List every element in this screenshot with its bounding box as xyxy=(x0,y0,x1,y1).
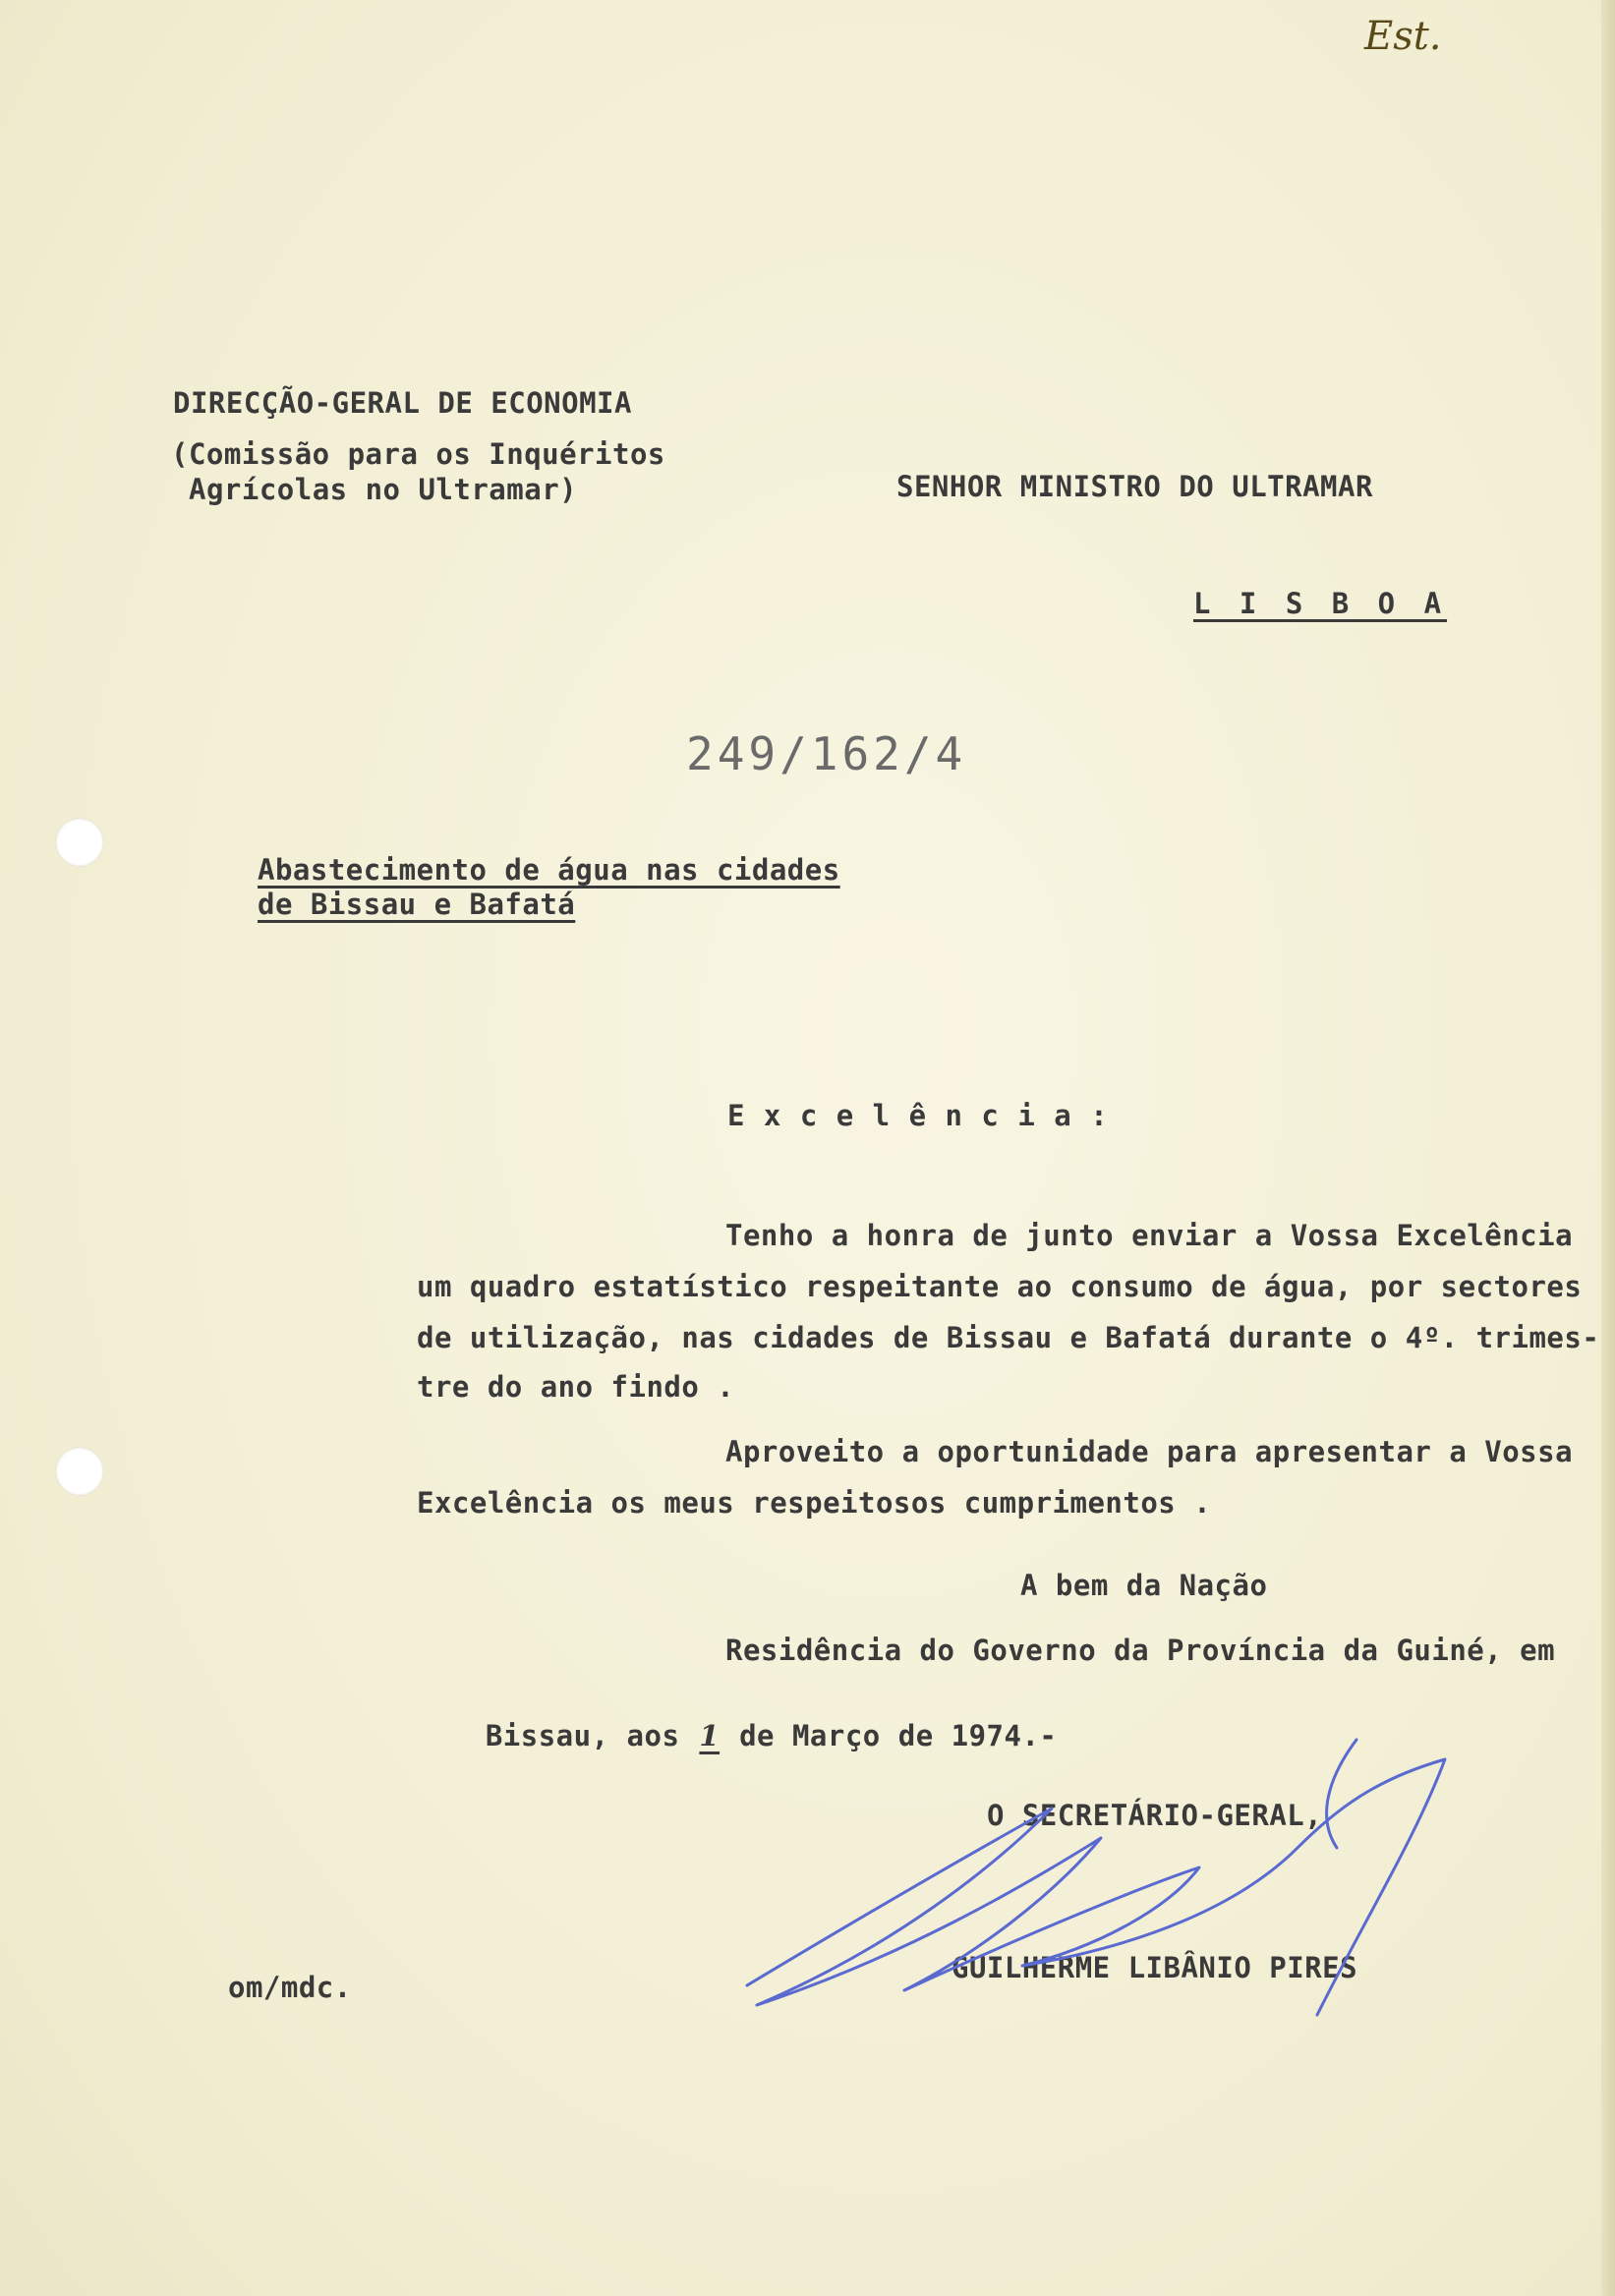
org-line-1: DIRECÇÃO-GERAL DE ECONOMIA xyxy=(173,386,632,420)
subject-line-1: Abastecimento de água nas cidades xyxy=(258,853,840,887)
place-day: 1 xyxy=(699,1719,721,1752)
typist-initials: om/mdc. xyxy=(228,1971,352,2004)
punch-hole-top xyxy=(55,818,104,867)
body-p1-line-3: de utilização, nas cidades de Bissau e Bafatá durante o 4º. trimes- xyxy=(417,1321,1600,1354)
body-p1-line-4: tre do ano findo . xyxy=(417,1370,735,1404)
paper-edge xyxy=(1601,0,1615,2296)
place-post: de Março de 1974.- xyxy=(739,1719,1058,1752)
reference-number: 249/162/4 xyxy=(686,727,967,780)
handwritten-signature xyxy=(727,1720,1474,2025)
subject-line-2: de Bissau e Bafatá xyxy=(258,888,576,921)
body-p1-line-2: um quadro estatístico respeitante ao consumo de água, por sectores xyxy=(417,1270,1583,1303)
salutation: E x c e l ê n c i a : xyxy=(727,1099,1109,1132)
recipient: SENHOR MINISTRO DO ULTRAMAR xyxy=(896,470,1373,503)
closing-motto: A bem da Nação xyxy=(1020,1569,1268,1602)
recipient-city: L I S B O A xyxy=(1193,587,1448,620)
org-line-3: Agrícolas no Ultramar) xyxy=(189,473,578,506)
signatory-title: O SECRETÁRIO-GERAL, xyxy=(987,1799,1323,1832)
closing-place-line-1: Residência do Governo da Província da Guiné, em xyxy=(725,1634,1556,1667)
body-p1-line-1: Tenho a honra de junto enviar a Vossa Excelência xyxy=(725,1219,1574,1252)
body-p2-line-2: Excelência os meus respeitosos cumprimentos . xyxy=(417,1486,1212,1520)
corner-annotation: Est. xyxy=(1364,14,1442,59)
body-p2-line-1: Aproveito a oportunidade para apresentar a Vossa xyxy=(725,1435,1574,1468)
org-line-2: (Comissão para os Inquéritos xyxy=(171,437,665,471)
punch-hole-bottom xyxy=(55,1447,104,1496)
signatory-name: GUILHERME LIBÂNIO PIRES xyxy=(952,1951,1358,1984)
place-pre: Bissau, aos xyxy=(485,1719,680,1752)
